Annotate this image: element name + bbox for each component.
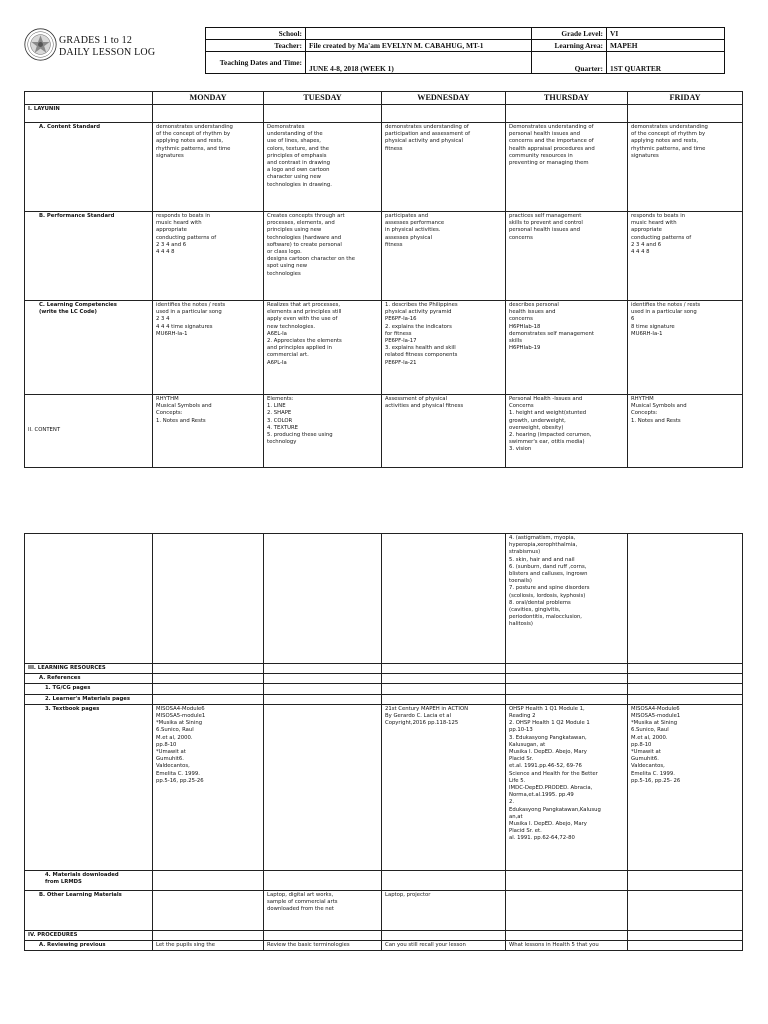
cell-thursday: What lessons in Health 5 that you	[506, 941, 628, 951]
school-value	[306, 28, 532, 40]
cell-wednesday: 21st Century MAPEH in ACTION By Gerardo C. Lacia et al Copyright,2016 pp.118-125	[382, 704, 506, 870]
teacher-value: File created by Ma'am EVELYN M. CABAHUG, MT-1	[306, 40, 532, 52]
header-monday: MONDAY	[153, 92, 264, 105]
row-label: 4. Materials downloaded from LRMDS	[25, 870, 153, 890]
row-label: A. Content Standard	[25, 123, 153, 212]
grade-level-value: VI	[607, 28, 725, 40]
form-title	[59, 35, 155, 59]
lesson-log-table-page-2	[24, 533, 743, 951]
row-label: IV. PROCEDURES	[25, 930, 153, 940]
header-corner	[25, 92, 153, 105]
cell-thursday	[506, 694, 628, 704]
cell-tuesday	[264, 674, 382, 684]
cell-friday: demonstrates understanding of the concept of rhythm by applying notes and rests, rhythmic patterns, and time signatures	[628, 123, 743, 212]
header-info-table	[205, 27, 725, 74]
cell-monday	[153, 684, 264, 694]
cell-thursday: OHSP Health 1 Q1 Module 1, Reading 2 2. OHSP Health 1 Q2 Module 1 pp.10-13 3. Edukasyong Pangkatawan, Kalusugan, at Musika I. DepED. Abejo, Mary Placid Sr. et.al. 1991.pp.46-52, 69-76 Science and Health for the Better Life 5. IMDC-DepED.PRODED. Abracia, Norma,et.al.1995. pp.49 2. Edukasyong Pangkatawan,Kalusug an,at Musika I. DepED. Abejo, Mary Placid Sr. et. al. 1991. pp.62-64,72-80	[506, 704, 628, 870]
table-row	[25, 664, 743, 674]
cell-friday: MISOSA4-Module6 MISOSA5-module1 *Musika at Sining 6.Sunico, Raul M.et al, 2000. pp.8-10 *Umawit at Gumuhit6. Valdecantos, Emelita C. 1999. pp.5-16, pp.25- 26	[628, 704, 743, 870]
cell-tuesday: Elements: 1. LINE 2. SHAPE 3. COLOR 4. TEXTURE 5. producing these using technology	[264, 395, 382, 468]
cell-wednesday	[382, 684, 506, 694]
cell-thursday	[506, 890, 628, 930]
cell-wednesday	[382, 694, 506, 704]
cell-friday	[628, 674, 743, 684]
row-label: 2. Learner's Materials pages	[25, 694, 153, 704]
cell-friday	[628, 870, 743, 890]
cell-thursday	[506, 930, 628, 940]
row-label: III. LEARNING RESOURCES	[25, 664, 153, 674]
cell-tuesday	[264, 105, 382, 123]
cell-friday: identifies the notes / rests used in a particular song 6 8 time signature MU6RH-Ia-1	[628, 301, 743, 395]
lesson-log-table-page-1	[24, 91, 743, 468]
school-label: School:	[206, 28, 306, 40]
quarter-label: Quarter:	[532, 52, 607, 74]
cell-wednesday	[382, 674, 506, 684]
cell-tuesday	[264, 930, 382, 940]
cell-wednesday: demonstrates understanding of participation and assessment of physical activity and physical fitness	[382, 123, 506, 212]
cell-friday	[628, 534, 743, 664]
learning-area-label: Learning Area:	[532, 40, 607, 52]
learning-area-value: MAPEH	[607, 40, 725, 52]
cell-thursday: Demonstrates understanding of personal health issues and concerns and the importance of health appraisal procedures and community resources in preventing or managing them	[506, 123, 628, 212]
cell-wednesday	[382, 930, 506, 940]
header-friday: FRIDAY	[628, 92, 743, 105]
cell-monday: Let the pupils sing the	[153, 941, 264, 951]
cell-wednesday	[382, 870, 506, 890]
row-label: II. CONTENT	[25, 395, 153, 468]
row-label: 1. TG/CG pages	[25, 684, 153, 694]
day-header-row	[25, 92, 743, 105]
table-row	[25, 941, 743, 951]
cell-wednesday: Laptop, projector	[382, 890, 506, 930]
row-label: A. Reviewing previous	[25, 941, 153, 951]
cell-monday	[153, 870, 264, 890]
cell-thursday	[506, 870, 628, 890]
cell-monday: demonstrates understanding of the concept of rhythm by applying notes and rests, rhythmic patterns, and time signatures	[153, 123, 264, 212]
cell-thursday: describes personal health issues and concerns H6PHIab-18 demonstrates self management skills H6PHIab-19	[506, 301, 628, 395]
teaching-dates-value: JUNE 4-8, 2018 (WEEK 1)	[306, 52, 532, 74]
cell-monday	[153, 664, 264, 674]
cell-monday: MISOSA4-Module6 MISOSA5-module1 *Musika at Sining 6.Sunico, Raul M.et al, 2000. pp.8-10 *Umawit at Gumuhit6. Valdecantos, Emelita C. 1999. pp.5-16, pp.25-26	[153, 704, 264, 870]
table-row	[25, 212, 743, 301]
cell-thursday: 4. (astigmatism, myopia, hyperopia,xerophthalmia, strabismus) 5. skin, hair and and nail 6. (sunburn, dand ruff ,corns, blisters and calluses, ingrown toenails) 7. posture and spine disorders (scoliosis, lordosis, kyphosis) 8. oral/dental problems (cavities, gingivitis, periodontitis, malocclusion, halitosis)	[506, 534, 628, 664]
cell-thursday	[506, 664, 628, 674]
cell-friday: RHYTHM Musical Symbols and Concepts: 1. Notes and Rests	[628, 395, 743, 468]
title-line-1: GRADES 1 to 12	[59, 35, 133, 46]
row-label: I. LAYUNIN	[25, 105, 153, 123]
cell-tuesday: Realizes that art processes, elements and principles still apply even with the use of new technologies. A6EL-Ia 2. Appreciates the elements and principles applied in commercial art. A6PL-Ia	[264, 301, 382, 395]
cell-tuesday: Review the basic terminologies	[264, 941, 382, 951]
cell-monday: RHYTHM Musical Symbols and Concepts: 1. Notes and Rests	[153, 395, 264, 468]
row-label	[25, 534, 153, 664]
cell-friday: responds to beats in music heard with appropriate conducting patterns of 2 3 4 and 6 4 4 4 8	[628, 212, 743, 301]
cell-monday	[153, 674, 264, 684]
table-row	[25, 534, 743, 664]
cell-wednesday: Can you still recall your lesson	[382, 941, 506, 951]
table-row	[25, 694, 743, 704]
table-row	[25, 870, 743, 890]
quarter-value: 1ST QUARTER	[607, 52, 725, 74]
cell-tuesday	[264, 694, 382, 704]
teaching-dates-label: Teaching Dates and Time:	[206, 52, 306, 74]
cell-monday: responds to beats in music heard with appropriate conducting patterns of 2 3 4 and 6 4 4 4 8	[153, 212, 264, 301]
header-thursday: THURSDAY	[506, 92, 628, 105]
table-row	[25, 704, 743, 870]
cell-wednesday: participates and assesses performance in physical activities. assesses physical fitness	[382, 212, 506, 301]
table-row	[25, 674, 743, 684]
cell-wednesday: Assessment of physical activities and physical fitness	[382, 395, 506, 468]
cell-tuesday	[264, 664, 382, 674]
cell-wednesday	[382, 105, 506, 123]
deped-seal-logo	[24, 28, 57, 61]
header-tuesday: TUESDAY	[264, 92, 382, 105]
cell-monday	[153, 694, 264, 704]
cell-tuesday: Laptop, digital art works, sample of commercial arts downloaded from the net	[264, 890, 382, 930]
cell-wednesday	[382, 664, 506, 674]
cell-thursday	[506, 674, 628, 684]
cell-thursday: Personal Health -Issues and Concerns 1. height and weight(stunted growth, underweight, overweight, obesity) 2. hearing (impacted cerumen, swimmer's ear, otitis media) 3. vision	[506, 395, 628, 468]
row-label: 3. Textbook pages	[25, 704, 153, 870]
cell-monday	[153, 890, 264, 930]
cell-tuesday: Demonstrates understanding of the use of lines, shapes, colors, texture, and the principles of emphasis and contrast in drawing a logo and own cartoon character using new technologies in drawing.	[264, 123, 382, 212]
cell-tuesday	[264, 870, 382, 890]
table-row	[25, 930, 743, 940]
cell-tuesday	[264, 534, 382, 664]
cell-thursday	[506, 105, 628, 123]
header-wednesday: WEDNESDAY	[382, 92, 506, 105]
cell-monday	[153, 930, 264, 940]
title-line-2: DAILY LESSON LOG	[59, 47, 156, 58]
cell-friday	[628, 105, 743, 123]
cell-thursday: practices self management skills to prevent and control personal health issues and concerns	[506, 212, 628, 301]
cell-monday: identifies the notes / rests used in a particular song 2 3 4 4 4 4 time signatures MU6RH-Ia-1	[153, 301, 264, 395]
row-label: B. Other Learning Materials	[25, 890, 153, 930]
cell-friday	[628, 930, 743, 940]
cell-tuesday	[264, 704, 382, 870]
cell-wednesday: 1. describes the Philippines physical activity pyramid PE6PF-Ia-16 2. explains the indicators for fitness PE6PF-Ia-17 3. explains health and skill related fitness components PE6PF-Ia-21	[382, 301, 506, 395]
table-row	[25, 395, 743, 468]
table-row	[25, 301, 743, 395]
table-row	[25, 890, 743, 930]
cell-wednesday	[382, 534, 506, 664]
cell-friday	[628, 684, 743, 694]
row-label: A. References	[25, 674, 153, 684]
row-label: C. Learning Competencies (write the LC Code)	[25, 301, 153, 395]
cell-friday	[628, 664, 743, 674]
cell-friday	[628, 890, 743, 930]
teacher-label: Teacher:	[206, 40, 306, 52]
cell-friday	[628, 694, 743, 704]
grade-level-label: Grade Level:	[532, 28, 607, 40]
table-row	[25, 105, 743, 123]
cell-friday	[628, 941, 743, 951]
cell-tuesday	[264, 684, 382, 694]
cell-monday	[153, 534, 264, 664]
cell-tuesday: Creates concepts through art processes, elements, and principles using new technologies (hardware and software) to create personal or class logo. designs cartoon character on the spot using new technologies	[264, 212, 382, 301]
table-row	[25, 684, 743, 694]
cell-monday	[153, 105, 264, 123]
table-row	[25, 123, 743, 212]
cell-thursday	[506, 684, 628, 694]
row-label: B. Performance Standard	[25, 212, 153, 301]
